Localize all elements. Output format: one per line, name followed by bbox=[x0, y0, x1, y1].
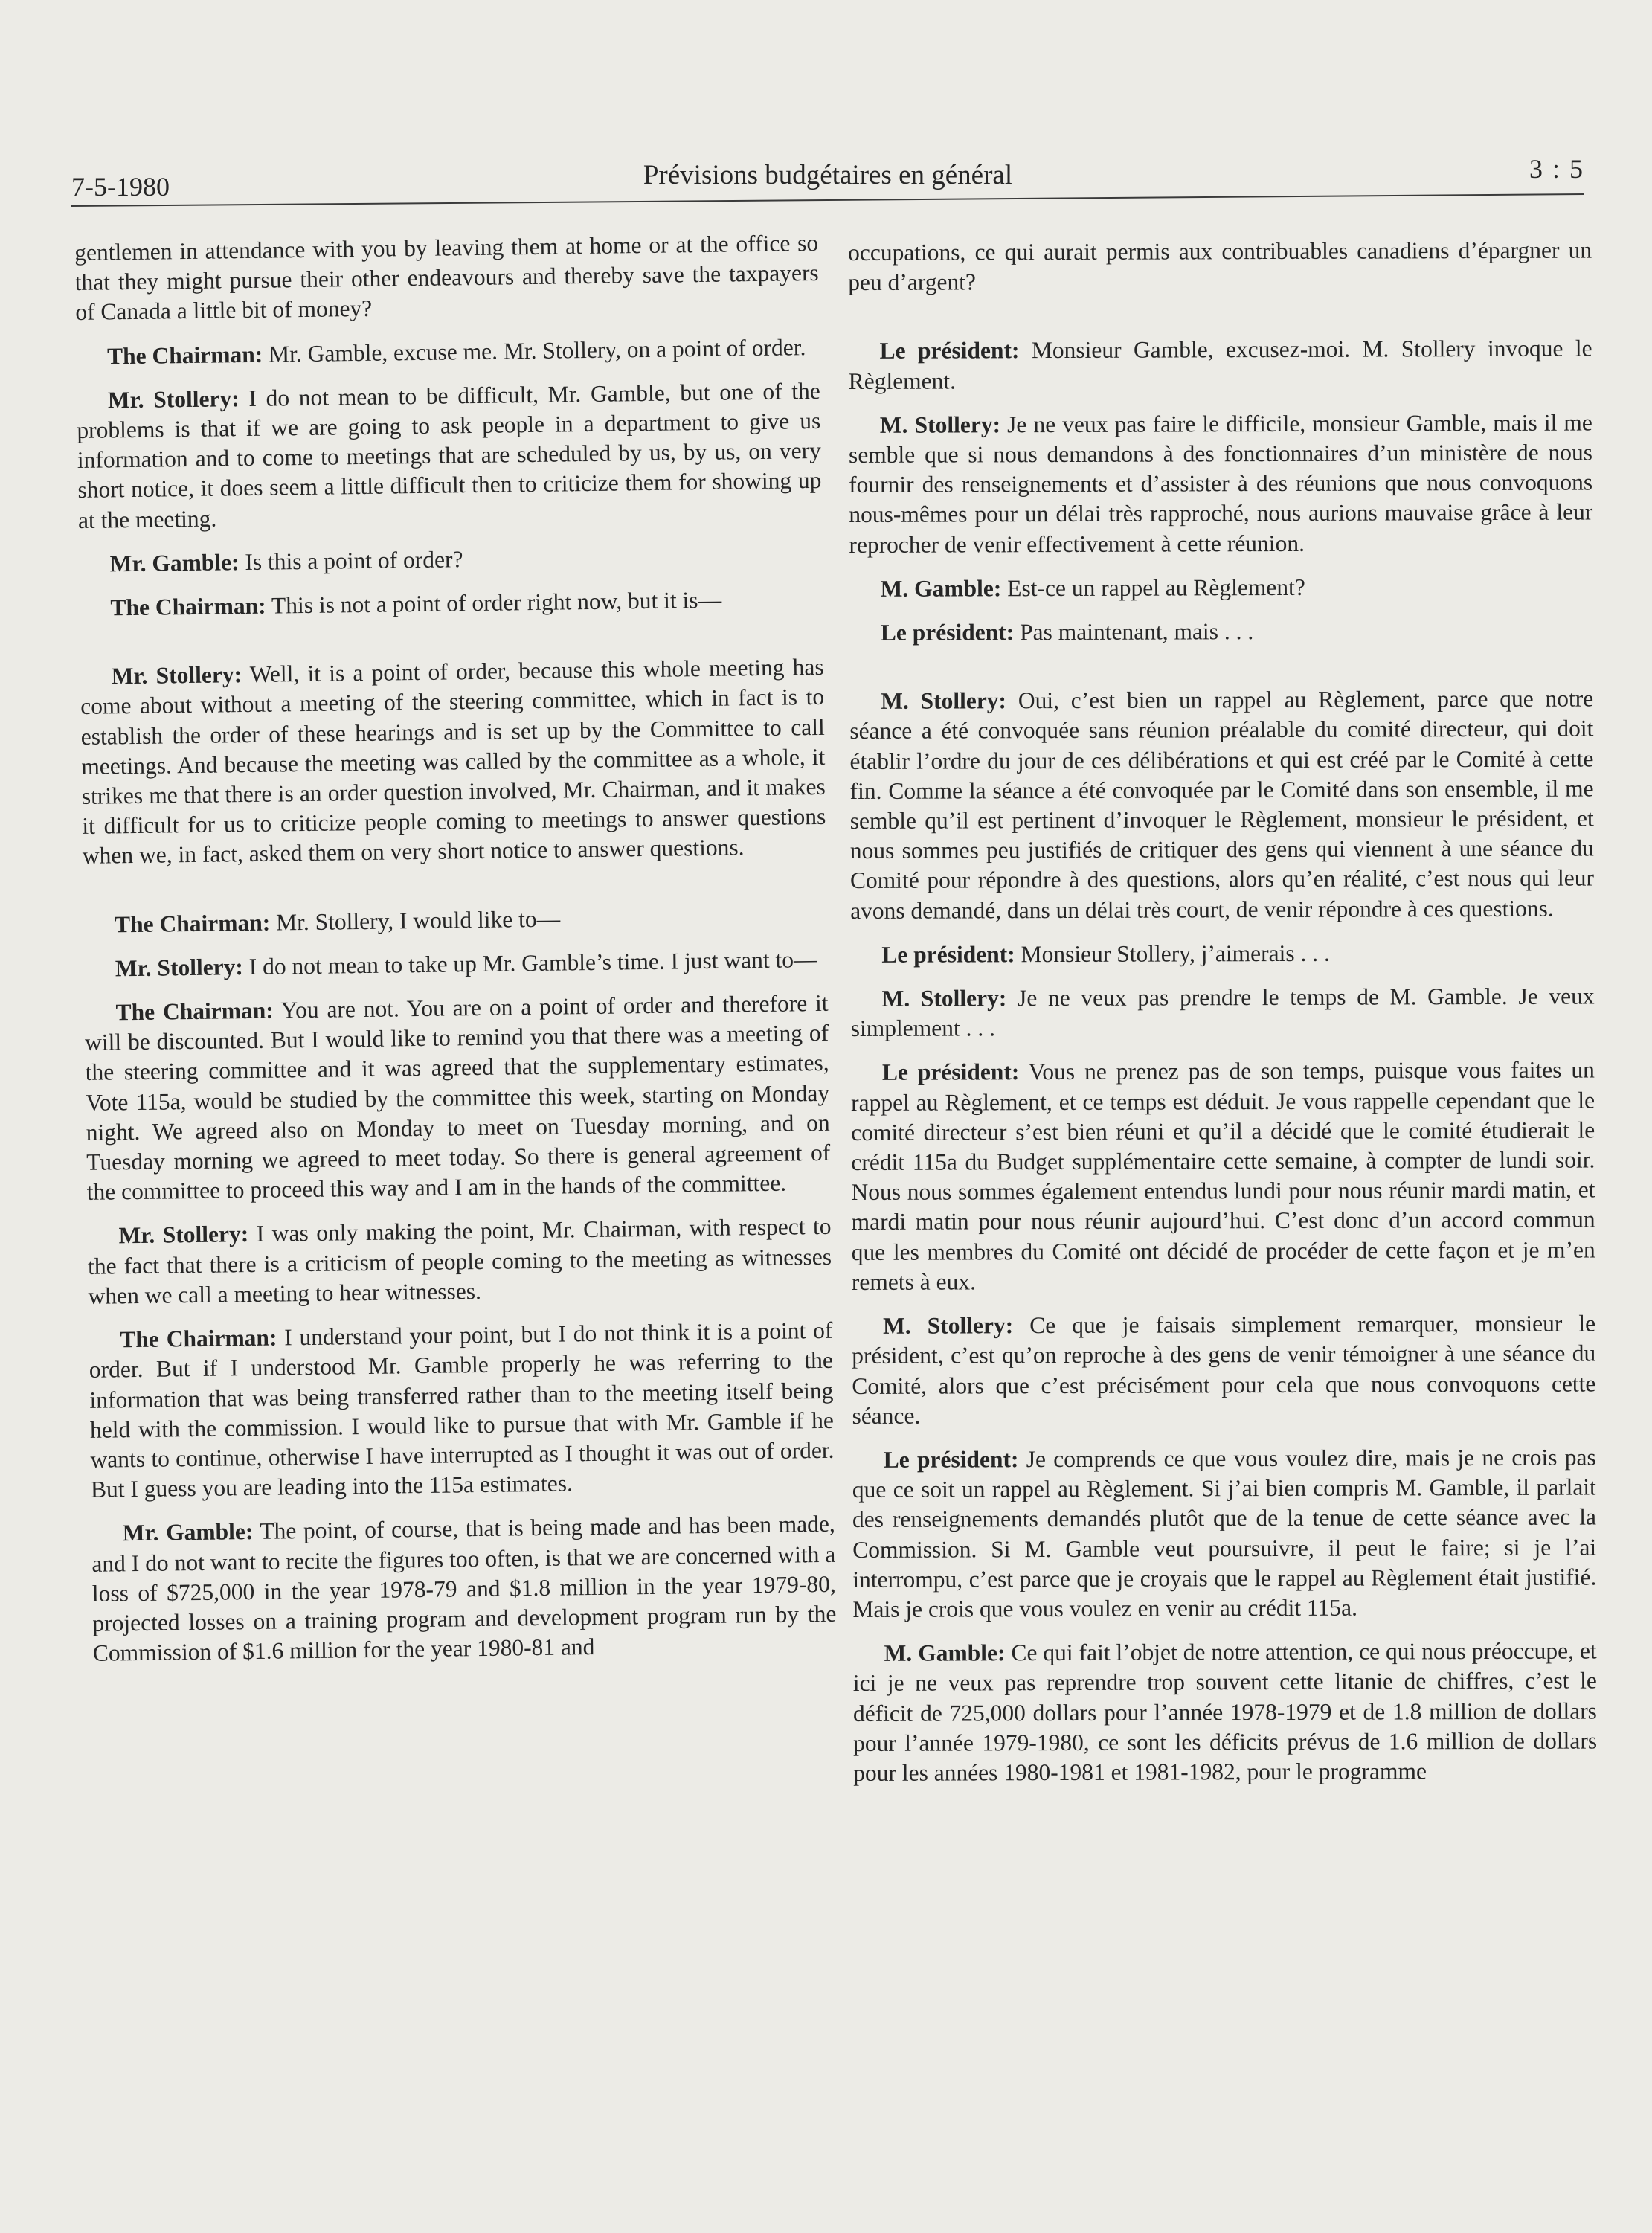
header-page-number: 3 : 5 bbox=[1529, 154, 1584, 184]
speaker-label: Mr. Gamble: bbox=[122, 1518, 254, 1546]
paragraph bbox=[76, 332, 820, 372]
header-date: 7-5-1980 bbox=[71, 172, 170, 202]
speaker-label: The Chairman: bbox=[115, 997, 274, 1026]
speaker-label: Le président: bbox=[881, 1058, 1020, 1086]
speaker-label: Mr. Stollery: bbox=[115, 953, 244, 982]
paragraph-text: Ce que je faisais simplement remarquer, monsieur le président, c’est qu’on reproche à des gens de venir témoigner à une séance du Comité, alors que c’est précisément pour cela que nous convoquons cette séance. bbox=[852, 1310, 1596, 1429]
paragraph-text: Je ne veux pas faire le difficile, monsieur Gamble, mais il me semble que si nous demandons à des fonctionnaires d’un ministère de nous fournir des renseignements et d’assister à des réunions que nous convoquons nous-mêmes pour un délai très rapproché, nous aurions mauvaise grâce à leur reprocher de venir effectivement à cette réunion. bbox=[848, 409, 1593, 558]
paragraph bbox=[852, 1442, 1597, 1625]
paragraph bbox=[74, 228, 819, 328]
paragraph bbox=[84, 945, 828, 984]
speaker-label: Mr. Stollery: bbox=[111, 661, 242, 690]
header-title: Prévisions budgétaires en général bbox=[643, 160, 1013, 190]
speaker-label: The Chairman: bbox=[110, 592, 266, 621]
paragraph-text: Mr. Gamble, excuse me. Mr. Stollery, on a point of order. bbox=[268, 333, 806, 367]
left-column bbox=[74, 228, 837, 1683]
paragraph-text: Vous ne prenez pas de son temps, puisque vous faites un rappel au Règlement, et ce temps est déduit. Je vous rappelle cependant que le comité directeur s’est bien réuni et qu’il a décidé que le comité étudierait le crédit 115a du Budget supplémentaire cette semaine, à compter de lundi soir. Nous nous sommes également entendus lundi pour nous réunir mardi matin, et mardi matin pour nous réunir aujourd’hui. C’est donc d’un accord commun que les membres du Comité ont décidé de procéder de cette façon et je m’en remets à eux. bbox=[850, 1056, 1595, 1295]
paragraph bbox=[849, 616, 1593, 649]
paragraph bbox=[849, 684, 1594, 926]
speaker-label: M. Stollery: bbox=[879, 411, 1001, 438]
paragraph bbox=[87, 1212, 832, 1311]
paragraph-text: Oui, c’est bien un rappel au Règlement, parce que notre séance a été convoquée sans réunion préalable du comité directeur, qui doit établir l’ordre du jour de ces délibérations et qui est créé par le Comité à cette fin. Comme la séance a été convoquée par le Comité dans son ensemble, il me semble qu’il est pertinent d’invoquer le Règlement, monsieur le président, et nous sommes peu justifiés de critiquer des gens qui viennent à une séance du Comité pour répondre à des questions, alors qu’en réalité, c’est nous qui leur avons demandé, dans un délai très court, de venir répondre à ces questions. bbox=[849, 685, 1595, 924]
speaker-label: The Chairman: bbox=[106, 341, 263, 370]
speaker-label: M. Stollery: bbox=[881, 687, 1007, 715]
speaker-label: M. Gamble: bbox=[884, 1639, 1006, 1666]
paragraph-text: I was only making the point, Mr. Chairman, with respect to the fact that there is a criticism of people coming to the meeting as witnesses when we call a meeting to hear witnesses. bbox=[87, 1213, 832, 1309]
paragraph-text: You are not. You are on a point of order and therefore it will be discounted. But I would like to remind you that there was a meeting of the steering committee and it was agreed that the supplementary estimates, Vote 115a, would be studied by the committee this week, starting on Monday night. We agreed also on Monday to meet on Tuesday morning, and on Tuesday morning we agreed to meet today. So there is general agreement of the committee to proceed this way and I am in the hands of the committee. bbox=[84, 989, 831, 1206]
speaker-label: Le président: bbox=[881, 941, 1015, 968]
paragraph-text: I do not mean to take up Mr. Gamble’s time. I just want to— bbox=[248, 945, 817, 980]
paragraph bbox=[852, 1309, 1596, 1431]
paragraph bbox=[849, 571, 1593, 604]
paragraph bbox=[78, 540, 822, 579]
speaker-label: M. Gamble: bbox=[880, 575, 1002, 602]
speaker-label: M. Stollery: bbox=[881, 985, 1007, 1012]
paragraph-text: I understand your point, but I do not think it is a point of order. But if I understood Mr. Gamble properly he was referring to the information that was being transferred rather than to the meeting itself being held with the commission. I would like to pursue that with Mr. Gamble if he wants to continue, otherwise I have interrupted as I thought it was out of order. But I guess you are leading into the 115a estimates. bbox=[89, 1317, 835, 1503]
paragraph-text: Monsieur Stollery, j’aimerais . . . bbox=[1021, 939, 1330, 968]
paragraph-text: Mr. Stollery, I would like to— bbox=[275, 905, 561, 936]
right-column bbox=[848, 236, 1597, 1803]
speaker-label: The Chairman: bbox=[114, 909, 271, 938]
paragraph bbox=[848, 334, 1592, 396]
paragraph-text: The point, of course, that is being made and has been made, and I do not want to recite the figures too often, is that we are concerned with a loss of $725,000 in the year 1978-79 and $1.8 million in the year 1979-80, projected losses on a training program and development program run by the Commission of $1.6 million for the year 1980-81 and bbox=[91, 1511, 837, 1666]
paragraph-text: Ce qui fait l’objet de notre attention, ce qui nous préoccupe, et ici je ne veux pas reprendre trop souvent cette litanie de chiffres, c’est le déficit de 725,000 dollars pour l’année 1978-1979 et de 1.8 million de dollars pour l’année 1979-1980, ce sont les déficits prévus de 1.6 million de dollars pour les années 1980-1981 et 1981-1982, pour le programme bbox=[852, 1637, 1598, 1786]
speaker-label: Mr. Gamble: bbox=[109, 548, 240, 577]
paragraph bbox=[89, 1316, 835, 1505]
paragraph bbox=[851, 982, 1595, 1044]
speaker-label: Le président: bbox=[879, 337, 1020, 364]
paragraph-text: gentlemen in attendance with you by leaving them at home or at the office so that they might pursue their other endeavours and thereby save the taxpayers of Canada a little bit of money? bbox=[74, 229, 819, 326]
speaker-label: Mr. Stollery: bbox=[118, 1221, 249, 1249]
paragraph-text: Je ne veux pas prendre le temps de M. Gamble. Je veux simplement . . . bbox=[850, 983, 1595, 1042]
paragraph-text: I do not mean to be difficult, Mr. Gamble, but one of the problems is that if we are going to ask people in a department to give us information and to come to meetings that are scheduled by us, by us, on very short notice, it does seem a little difficult then to criticize them for showing up at the meeting. bbox=[77, 377, 822, 533]
paragraph-text: Je comprends ce que vous voulez dire, mais je ne crois pas que ce soit un rappel au Règlement. Si j’ai bien compris M. Gamble, il parlait des renseignements demandés plutôt que de la tenue de cette séance avec la Commission. Si M. Gamble veut poursuivre, il peut le faire; si je l’ai interrompu, c’est parce que je croyais que le rappel au Règlement était justifié. Mais je crois que vous voulez en venir au crédit 115a. bbox=[852, 1444, 1597, 1622]
paragraph bbox=[84, 989, 831, 1207]
paragraph bbox=[848, 236, 1592, 298]
paragraph bbox=[80, 652, 826, 871]
speaker-label: Le président: bbox=[880, 619, 1015, 646]
paragraph bbox=[77, 376, 823, 536]
paragraph-text: Monsieur Gamble, excusez-moi. M. Stollery invoque le Règlement. bbox=[848, 335, 1592, 394]
paragraph-text: This is not a point of order right now, but it is— bbox=[271, 586, 722, 619]
paragraph bbox=[83, 900, 827, 939]
speaker-label: The Chairman: bbox=[120, 1324, 277, 1353]
paragraph bbox=[79, 584, 823, 623]
paragraph bbox=[849, 408, 1593, 560]
paragraph-text: occupations, ce qui aurait permis aux contribuables canadiens d’épargner un peu d’argent? bbox=[848, 237, 1592, 296]
paragraph bbox=[853, 1636, 1598, 1789]
paragraph bbox=[851, 1056, 1595, 1297]
speaker-label: M. Stollery: bbox=[883, 1312, 1014, 1339]
paragraph bbox=[91, 1509, 838, 1668]
paragraph-text: Is this a point of order? bbox=[245, 546, 463, 575]
speaker-label: Le président: bbox=[883, 1446, 1019, 1473]
paragraph-text: Est-ce un rappel au Règlement? bbox=[1007, 573, 1305, 602]
paragraph-text: Well, it is a point of order, because this whole meeting has come about without a meeting of the steering committee, which in fact is to establish the order of these hearings and is set up by the Committee to call meetings. And because the meeting was called by the committee as a whole, it strikes me that there is an order question involved, Mr. Chairman, and it makes it difficult for us to criticize people coming to meetings to answer questions when we, in fact, asked them on very short notice to answer questions. bbox=[80, 654, 826, 870]
speaker-label: Mr. Stollery: bbox=[107, 385, 240, 414]
paragraph bbox=[850, 937, 1594, 970]
paragraph-text: Pas maintenant, mais . . . bbox=[1020, 618, 1254, 646]
